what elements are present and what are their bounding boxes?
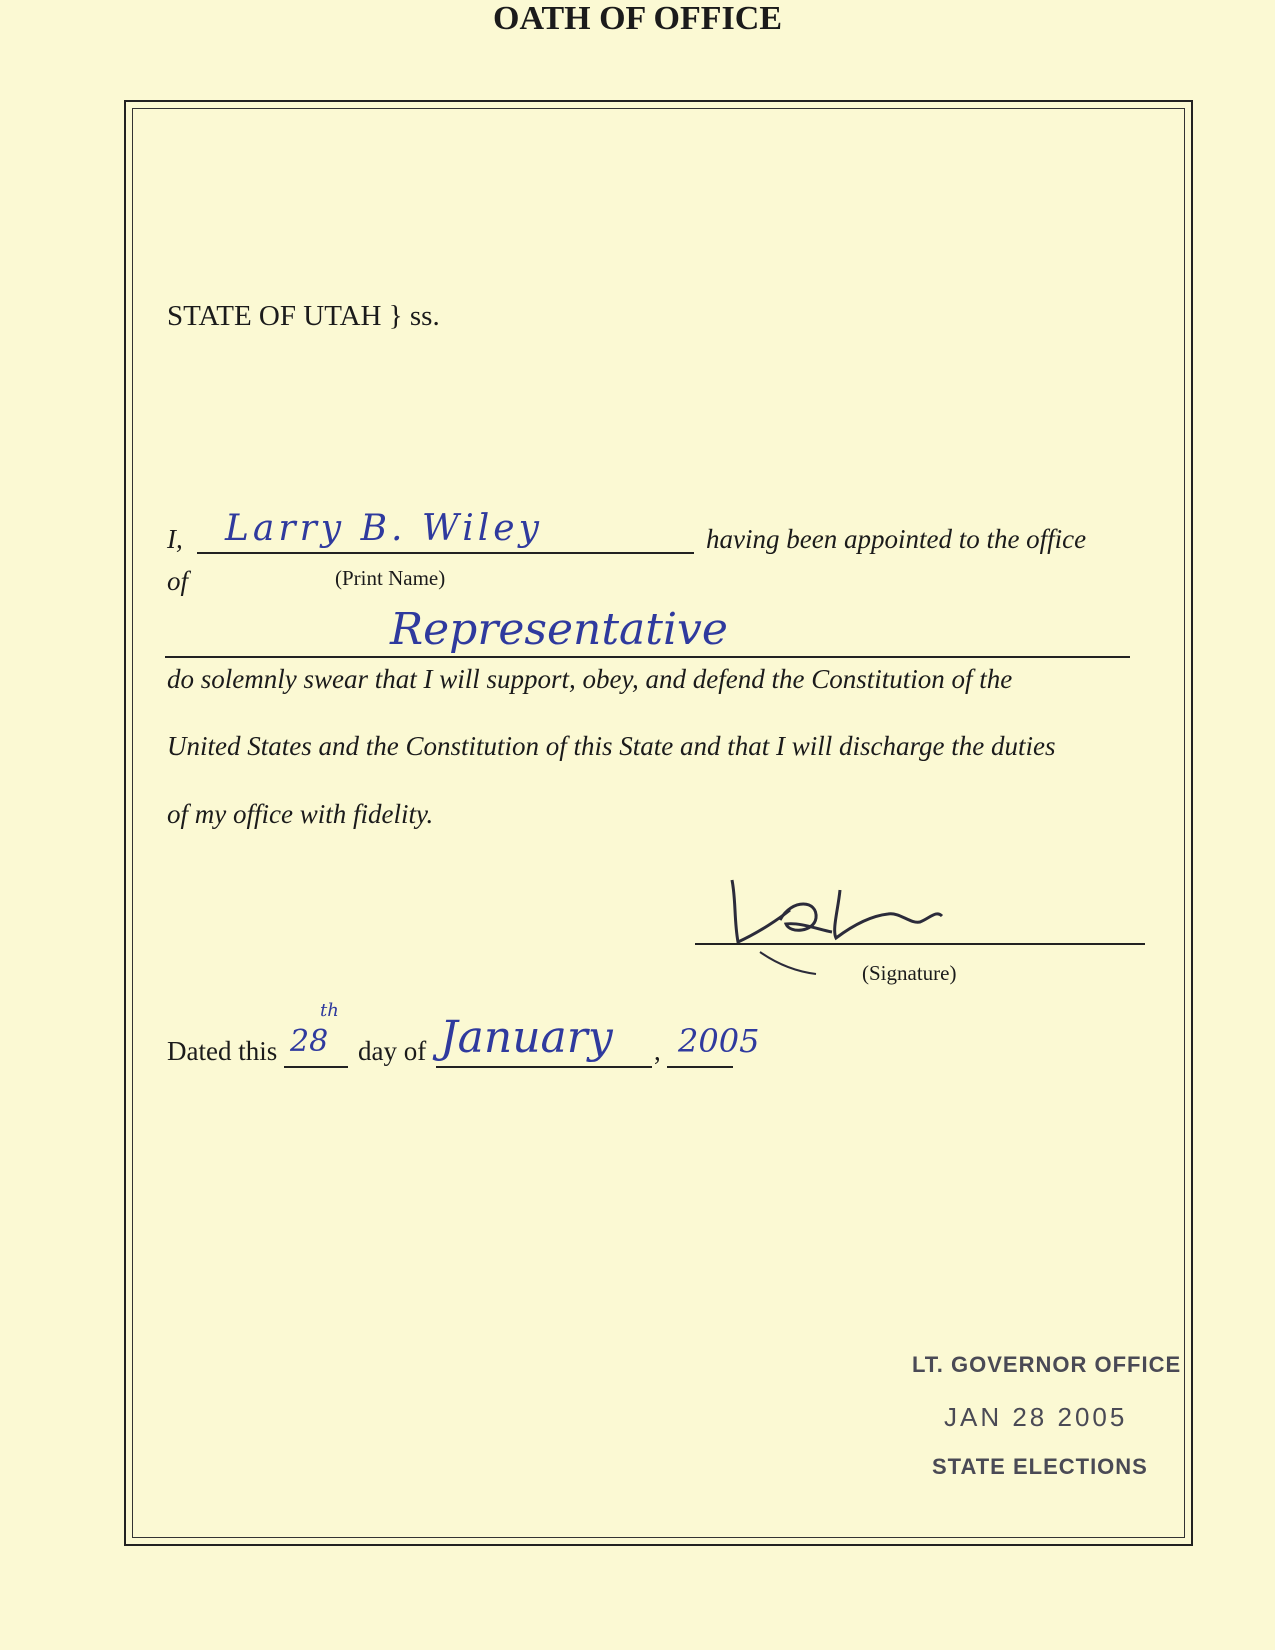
name-field-value: Larry B. Wiley	[225, 508, 543, 549]
day-suffix-value: th	[320, 1000, 339, 1021]
day-field-line	[284, 1066, 348, 1068]
state-line: STATE OF UTAH } ss.	[167, 300, 440, 332]
year-field-value: 2005	[678, 1022, 760, 1060]
year-field-line	[667, 1066, 733, 1068]
month-field-value: January	[440, 1012, 613, 1063]
oath-line-3: of my office with fidelity.	[167, 799, 434, 829]
office-field-value: Representative	[390, 604, 728, 655]
date-comma: ,	[654, 1036, 661, 1066]
page-title: OATH OF OFFICE	[493, 0, 782, 37]
oath-line-2: United States and the Constitution of this State and that I will discharge the duties	[167, 731, 1056, 761]
month-field-line	[436, 1066, 652, 1068]
signature-caption: (Signature)	[862, 961, 957, 985]
stamp-office: LT. GOVERNOR OFFICE	[912, 1352, 1182, 1377]
dated-prefix: Dated this	[167, 1036, 278, 1066]
oath-line-1: do solemnly swear that I will support, obey, and defend the Constitution of the	[167, 664, 1013, 694]
appointed-text: having been appointed to the office	[706, 524, 1087, 554]
of-label: of	[167, 566, 189, 596]
print-name-caption: (Print Name)	[335, 566, 446, 590]
day-of-label: day of	[358, 1036, 427, 1066]
stamp-date: JAN 28 2005	[944, 1402, 1128, 1432]
stamp-division: STATE ELECTIONS	[932, 1454, 1148, 1479]
day-field-value: 28	[290, 1024, 329, 1059]
name-field-line	[197, 552, 694, 554]
intro-prefix: I,	[167, 524, 183, 554]
office-field-line	[165, 656, 1130, 658]
signature-line	[695, 943, 1145, 945]
